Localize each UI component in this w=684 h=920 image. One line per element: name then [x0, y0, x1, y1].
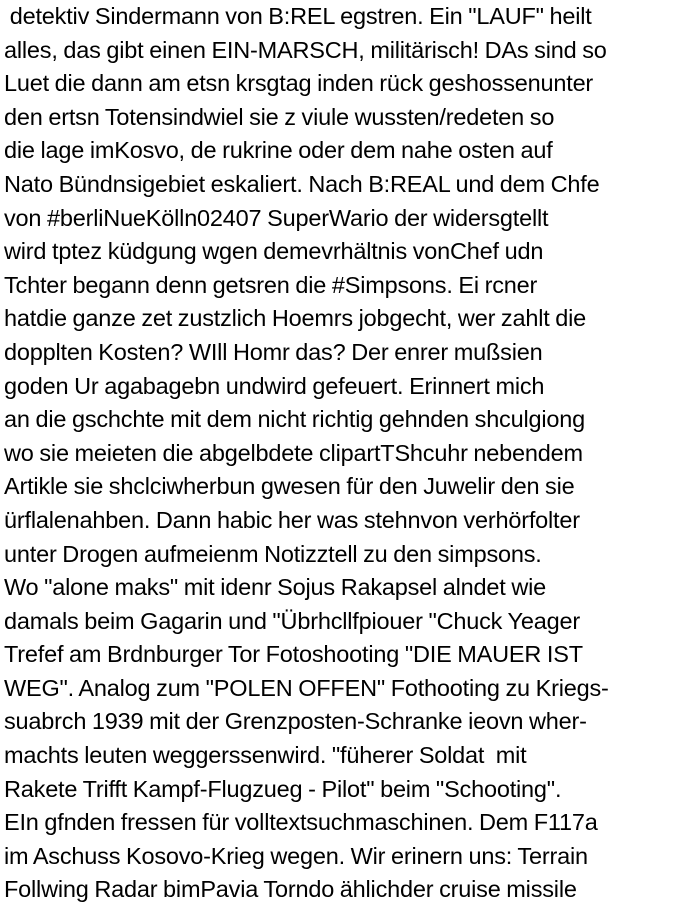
text-line: Artikle sie shclciwherbun gwesen für den Juwelir den sie: [4, 473, 575, 500]
text-line: EIn gfnden fressen für volltextsuchmaschinen. Dem F117a: [4, 809, 598, 836]
text-line: detektiv Sindermann von B:REL egstren. Ein "LAUF" heilt: [4, 3, 592, 29]
text-line: dopplten Kosten? WIll Homr das? Der enrer mußsien: [4, 338, 543, 365]
text-line: Luet die dann am etsn krsgtag inden rück geshossenunter: [4, 70, 594, 97]
text-line: machts leuten weggerssenwird. "füherer Soldat mit: [4, 742, 527, 769]
text-line: wo sie meieten die abgelbdete clipartTShcuhr nebendem: [4, 439, 583, 466]
text-line: die lage imKosvo, de rukrine oder dem nahe osten auf: [4, 137, 553, 164]
text-line: Rakete Trifft Kampf-Flugzueg - Pilot" beim "Schooting".: [4, 775, 562, 802]
text-line: Trefef am Brdnburger Tor Fotoshooting "DIE MAUER IST: [4, 641, 583, 668]
text-line: Wo "alone maks" mit idenr Sojus Rakapsel alndet wie: [4, 574, 547, 601]
text-line: WEG". Analog zum "POLEN OFFEN" Fothooting zu Kriegs-: [4, 674, 609, 701]
text-line: alles, das gibt einen EIN-MARSCH, militärisch! DAs sind so: [4, 36, 607, 63]
text-line: Follwing Radar bimPavia Torndo ählichder cruise missile: [4, 876, 577, 903]
text-line: hatdie ganze zet zustzlich Hoemrs jobgecht, wer zahlt die: [4, 305, 587, 332]
text-line: Nato Bündnsigebiet eskaliert. Nach B:REAL und dem Chfe: [4, 170, 600, 197]
text-line: damals beim Gagarin und "Übrhcllfpiouer "Chuck Yeager: [4, 607, 580, 634]
text-line: goden Ur agabagebn undwird gefeuert. Erinnert mich: [4, 372, 545, 399]
text-line: unter Drogen aufmeienm Notizztell zu den simpsons.: [4, 540, 542, 567]
text-line: den ertsn Totensindwiel sie z viule wussten/redeten so: [4, 103, 555, 130]
text-line: ürflalenahben. Dann habic her was stehnvon verhörfolter: [4, 506, 580, 533]
text-line: im Aschuss Kosovo-Krieg wegen. Wir erinern uns: Terrain: [4, 842, 588, 869]
text-line: an die gschchte mit dem nicht richtig gehnden shculgiong: [4, 406, 586, 433]
text-line: von #berliNueKölln02407 SuperWario der widersgtellt: [4, 204, 549, 231]
text-line: Tchter begann denn getsren die #Simpsons. Ei rcner: [4, 271, 538, 298]
text-line: wird tptez küdgung wgen demevrhältnis vonChef udn: [4, 238, 544, 265]
text-line: suabrch 1939 mit der Grenzposten-Schranke ieovn wher-: [4, 708, 587, 735]
